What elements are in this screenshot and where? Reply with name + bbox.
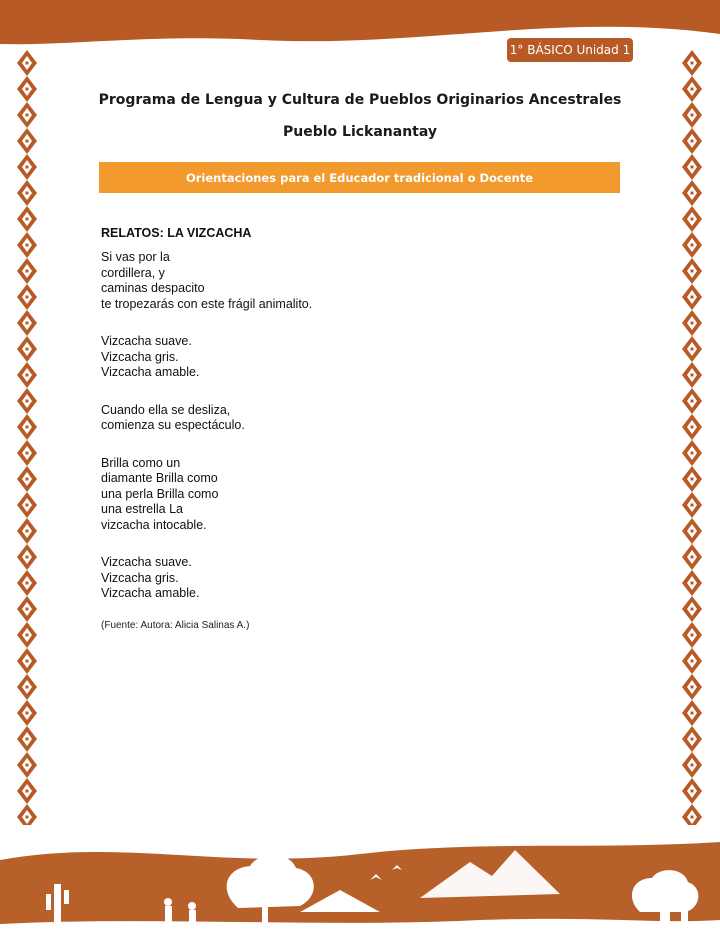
poem-line: diamante Brilla como — [101, 471, 218, 485]
poem-line: Vizcacha gris. — [101, 349, 179, 364]
poem-line: Vizcacha suave. — [101, 555, 192, 569]
poem-stanzas — [101, 250, 621, 602]
section-banner: Orientaciones para el Educador tradicional o Docente — [99, 162, 620, 193]
poem-line: cordillera, y — [101, 265, 165, 280]
poem-heading: RELATOS: LA VIZCACHA — [101, 226, 252, 240]
landscape-footer-icon — [0, 820, 720, 932]
unit-badge: 1° BÁSICO Unidad 1 — [507, 38, 633, 62]
poem-line: Vizcacha gris. — [101, 570, 179, 585]
poem-line: Vizcacha suave. — [101, 334, 192, 348]
poem-line: Vizcacha amable. — [101, 586, 200, 600]
poem-stanza — [101, 555, 621, 602]
poem-line: te tropezarás con este frágil animalito. — [101, 296, 313, 311]
poem-line: una estrella La — [101, 502, 184, 516]
poem-line: caminas despacito — [101, 281, 205, 295]
poem-line: una perla Brilla como — [101, 486, 219, 501]
left-andean-border-icon — [17, 50, 37, 825]
page-subtitle: Pueblo Lickanantay — [282, 124, 438, 140]
page-title: Programa de Lengua y Cultura de Pueblos Originarios Ancestrales — [98, 92, 622, 108]
right-andean-border-icon — [682, 50, 702, 825]
poem-stanza — [101, 403, 621, 434]
poem-line: Si vas por la — [101, 250, 170, 264]
poem-line: Brilla como un — [101, 455, 181, 470]
poem-stanza — [101, 334, 621, 381]
poem-source: (Fuente: Autora: Alicia Salinas A.) — [101, 619, 250, 631]
poem-content — [101, 226, 621, 631]
poem-line: vizcacha intocable. — [101, 517, 207, 532]
poem-stanza — [101, 250, 621, 312]
poem-stanza — [101, 456, 621, 534]
poem-line: Vizcacha amable. — [101, 365, 200, 379]
poem-line: comienza su espectáculo. — [101, 418, 245, 432]
poem-line: Cuando ella se desliza, — [101, 402, 231, 417]
